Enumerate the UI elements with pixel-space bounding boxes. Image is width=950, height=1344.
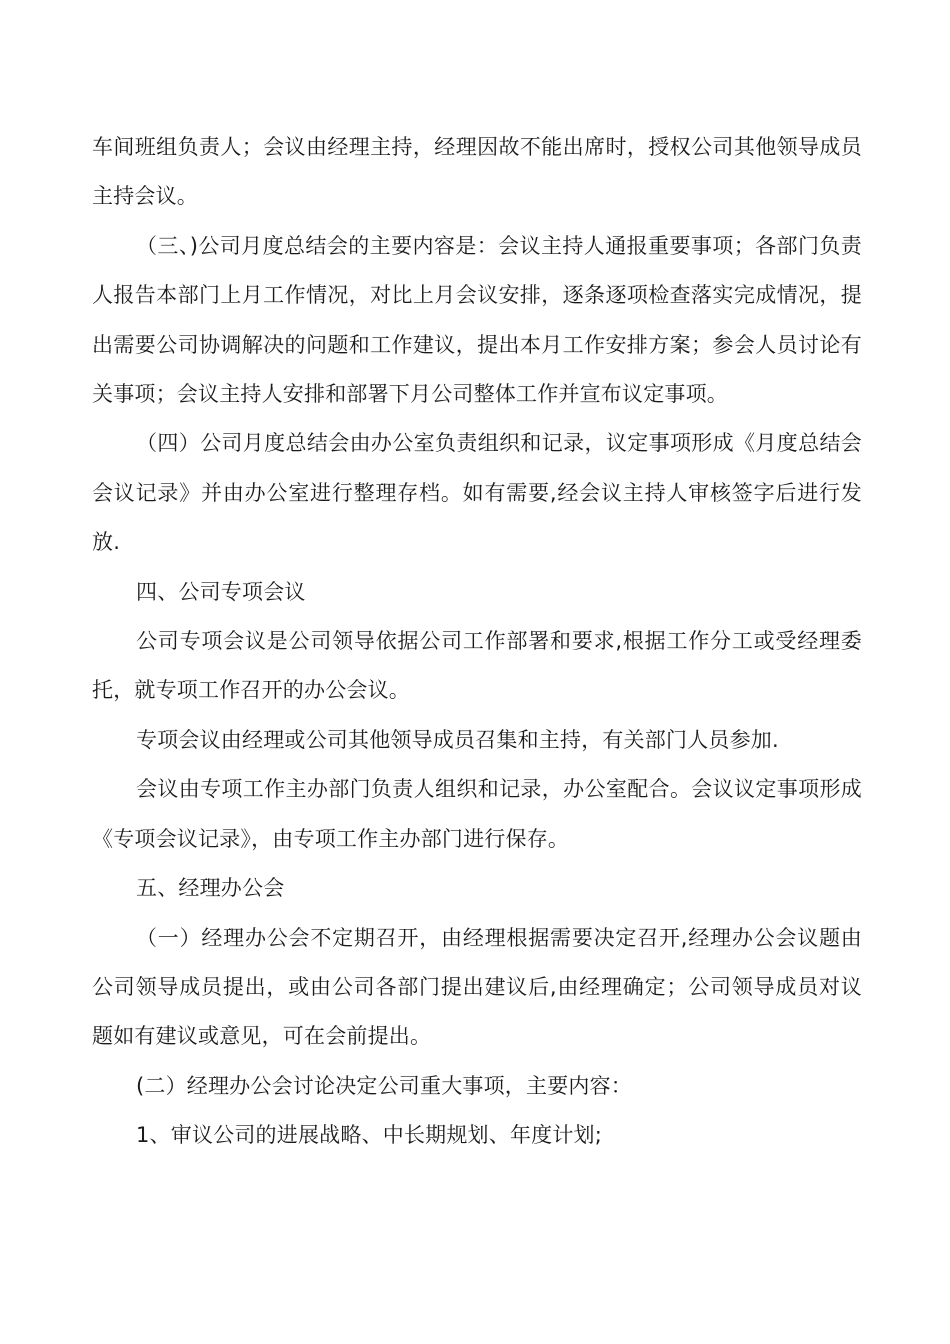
paragraph-1: 车间班组负责人；会议由经理主持，经理因故不能出席时，授权公司其他领导成员主持会议。	[92, 135, 862, 209]
paragraph-5: 公司专项会议是公司领导依据公司工作部署和要求,根据工作分工或受经理委托，就专项工作召开的办公会议。	[92, 629, 862, 703]
document-body	[92, 123, 862, 1161]
paragraph-7: 会议由专项工作主办部门负责人组织和记录，办公室配合。会议议定事项形成《专项会议记录》，由专项工作主办部门进行保存。	[92, 777, 862, 851]
section-heading-5: 五、经理办公会	[136, 876, 285, 901]
paragraph-3: （四）公司月度总结会由办公室负责组织和记录，议定事项形成《月度总结会会议记录》并由办公室进行整理存档。如有需要,经会议主持人审核签字后进行发放.	[92, 431, 862, 555]
paragraph-6: 专项会议由经理或公司其他领导成员召集和主持，有关部门人员参加.	[136, 727, 779, 752]
paragraph-10: (二）经理办公会讨论决定公司重大事项，主要内容：	[136, 1073, 632, 1098]
paragraph-9: （一）经理办公会不定期召开，由经理根据需要决定召开,经理办公会议题由公司领导成员提出，或由公司各部门提出建议后,由经理确定；公司领导成员对议题如有建议或意见，可在会前提出。	[92, 925, 862, 1049]
section-heading-4: 四、公司专项会议	[136, 579, 306, 604]
list-item-1: 1、审议公司的进展战略、中长期规划、年度计划;	[136, 1123, 603, 1148]
paragraph-2: （三、)公司月度总结会的主要内容是：会议主持人通报重要事项；各部门负责人报告本部门上月工作情况，对比上月会议安排，逐条逐项检查落实完成情况，提出需要公司协调解决的问题和工作建议，提出本月工作安排方案；参会人员讨论有关事项；会议主持人安排和部署下月公司整体工作并宣布议定事项。	[92, 233, 862, 407]
